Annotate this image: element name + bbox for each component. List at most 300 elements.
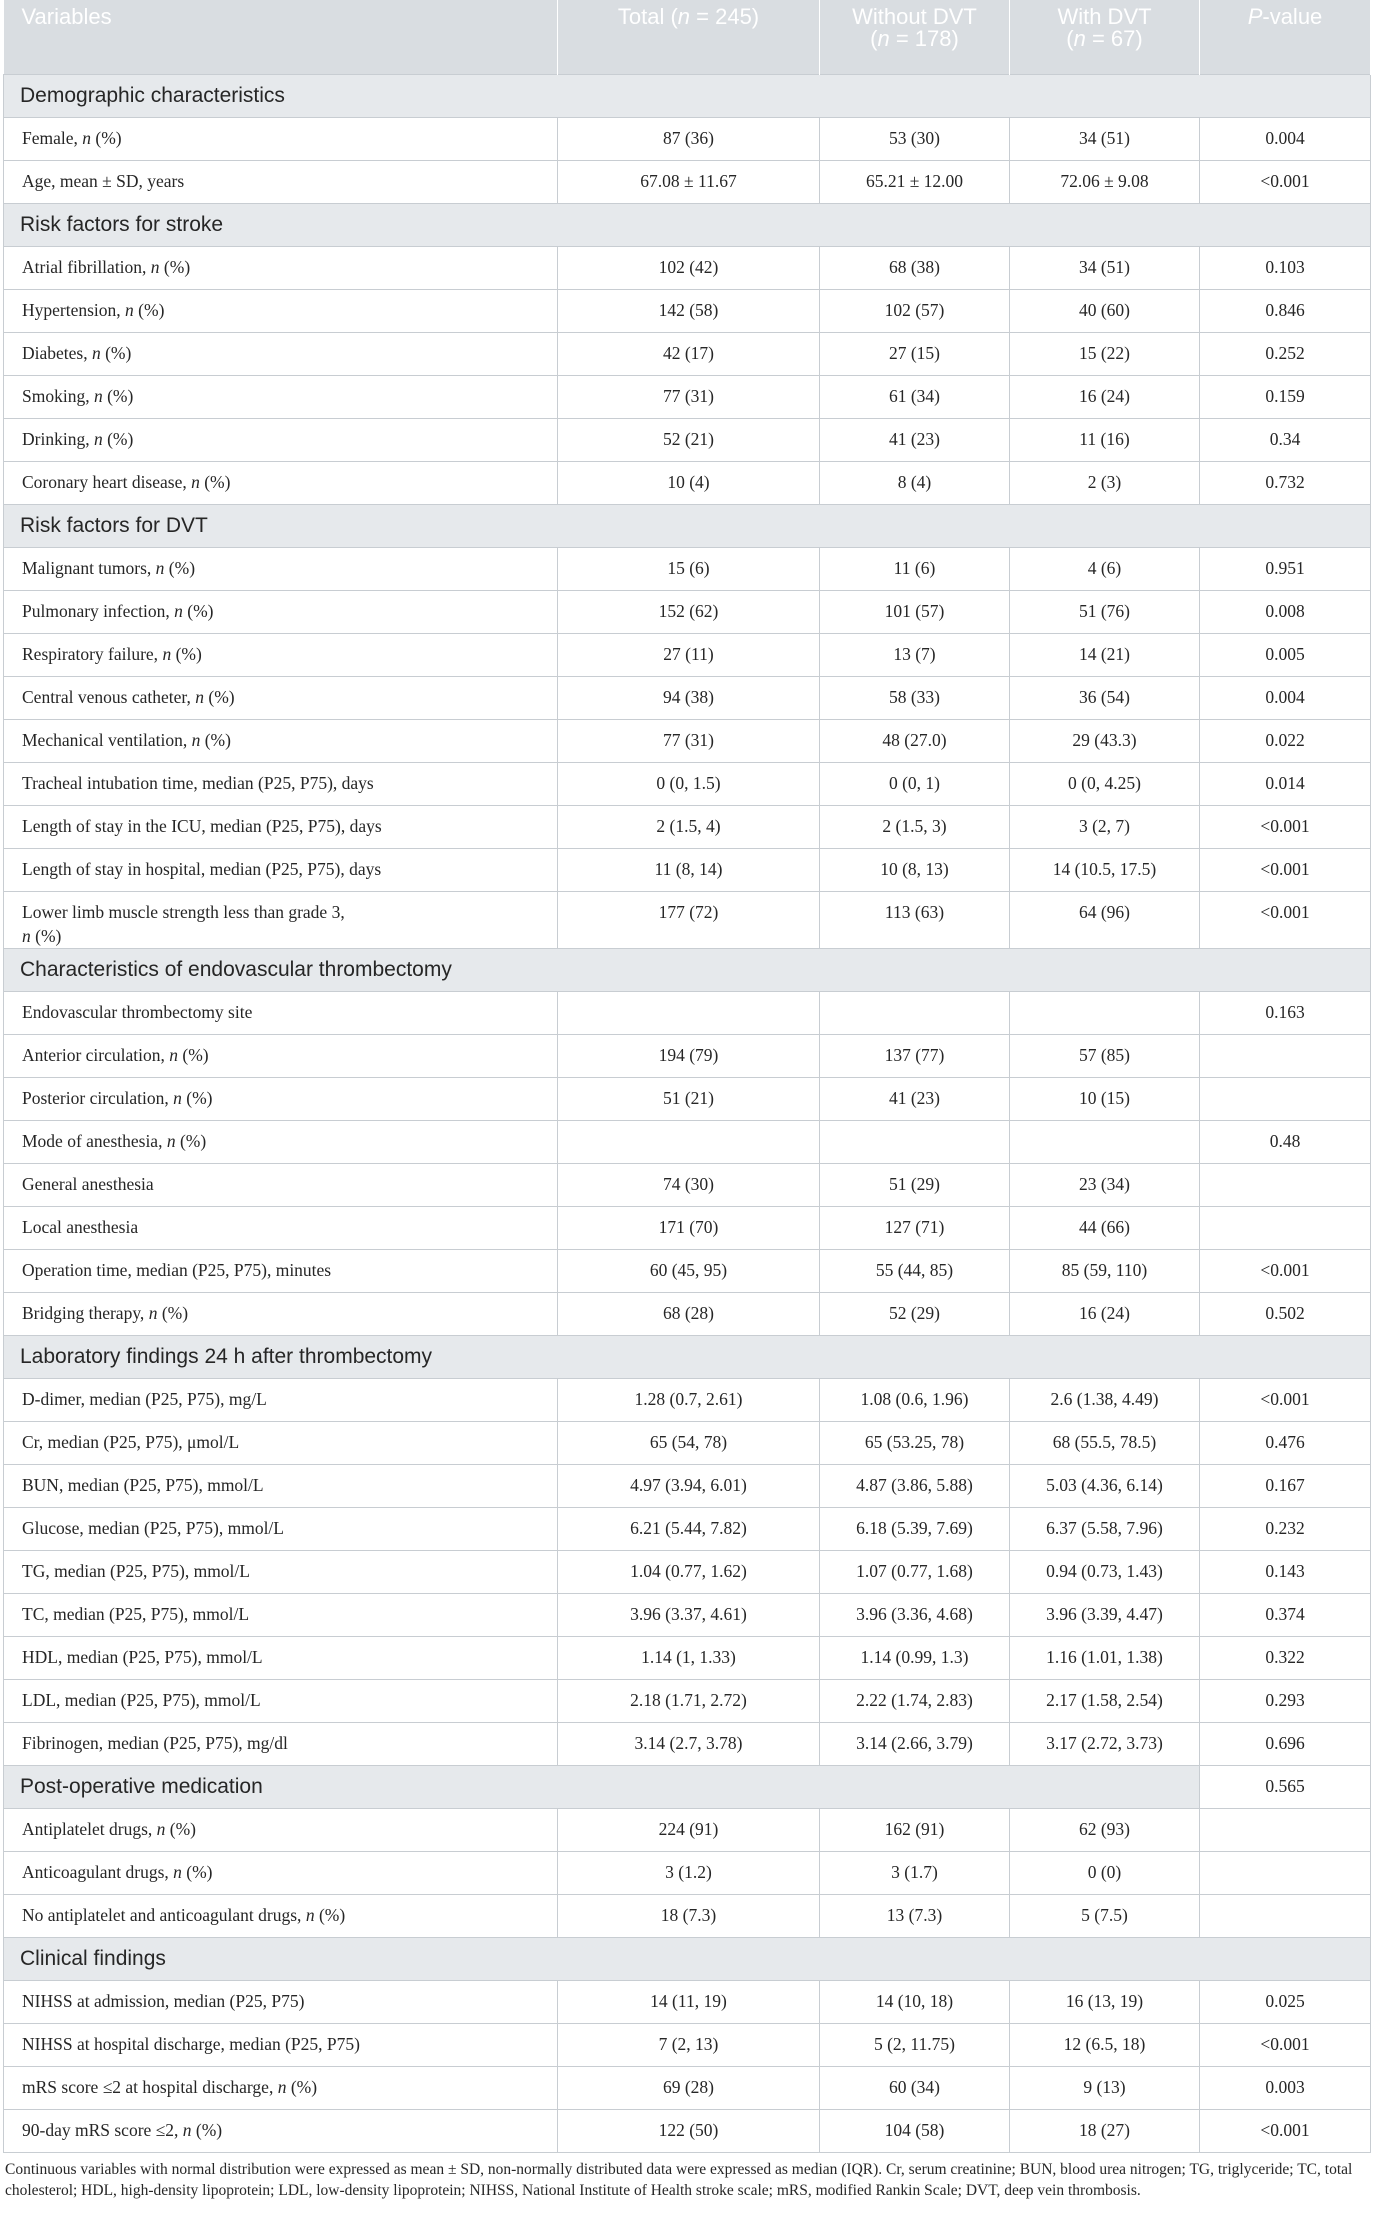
table-row bbox=[4, 1593, 1371, 1636]
with-dvt-cell: 5.03 (4.36, 6.14) bbox=[1010, 1464, 1200, 1507]
p-value-cell: 0.34 bbox=[1200, 418, 1371, 461]
variable-label bbox=[4, 1034, 558, 1077]
table-row bbox=[4, 1292, 1371, 1335]
with-dvt-cell: 16 (24) bbox=[1010, 375, 1200, 418]
total-cell: 69 (28) bbox=[558, 2066, 820, 2109]
p-value-cell: 0.163 bbox=[1200, 991, 1371, 1034]
header-p-value: P-value bbox=[1200, 0, 1371, 74]
total-cell: 142 (58) bbox=[558, 289, 820, 332]
section-title: Post-operative medication bbox=[4, 1765, 1200, 1808]
total-cell: 194 (79) bbox=[558, 1034, 820, 1077]
variable-label-text: Endovascular thrombectomy site bbox=[22, 1002, 253, 1022]
with-dvt-cell: 3.17 (2.72, 3.73) bbox=[1010, 1722, 1200, 1765]
with-dvt-cell: 1.16 (1.01, 1.38) bbox=[1010, 1636, 1200, 1679]
p-value-cell: <0.001 bbox=[1200, 805, 1371, 848]
table-row bbox=[4, 633, 1371, 676]
without-dvt-cell: 13 (7.3) bbox=[820, 1894, 1010, 1937]
with-dvt-cell: 0 (0) bbox=[1010, 1851, 1200, 1894]
variable-label-text: Smoking, n (%) bbox=[22, 386, 134, 406]
variable-label-text: Malignant tumors, n (%) bbox=[22, 558, 196, 578]
table-row bbox=[4, 2066, 1371, 2109]
table-row bbox=[4, 1722, 1371, 1765]
total-cell: 67.08 ± 11.67 bbox=[558, 160, 820, 203]
variable-label bbox=[4, 1120, 558, 1163]
table-row bbox=[4, 1507, 1371, 1550]
variable-label-text: Glucose, median (P25, P75), mmol/L bbox=[22, 1518, 284, 1538]
total-cell: 6.21 (5.44, 7.82) bbox=[558, 1507, 820, 1550]
variable-label bbox=[4, 547, 558, 590]
without-dvt-cell: 55 (44, 85) bbox=[820, 1249, 1010, 1292]
total-cell: 60 (45, 95) bbox=[558, 1249, 820, 1292]
section-title: Characteristics of endovascular thrombectomy bbox=[4, 948, 1371, 991]
variable-label-text-line2: n (%) bbox=[22, 925, 62, 946]
table-row bbox=[4, 1464, 1371, 1507]
table-header bbox=[4, 0, 1371, 74]
without-dvt-cell: 51 (29) bbox=[820, 1163, 1010, 1206]
table-row bbox=[4, 590, 1371, 633]
variable-label-text: Drinking, n (%) bbox=[22, 429, 134, 449]
section-title: Clinical findings bbox=[4, 1937, 1371, 1980]
without-dvt-cell: 3 (1.7) bbox=[820, 1851, 1010, 1894]
with-dvt-cell: 16 (13, 19) bbox=[1010, 1980, 1200, 2023]
total-cell: 18 (7.3) bbox=[558, 1894, 820, 1937]
section-title: Risk factors for DVT bbox=[4, 504, 1371, 547]
p-value-cell: 0.502 bbox=[1200, 1292, 1371, 1335]
total-cell: 152 (62) bbox=[558, 590, 820, 633]
with-dvt-cell: 0 (0, 4.25) bbox=[1010, 762, 1200, 805]
variable-label-text: Female, n (%) bbox=[22, 128, 122, 148]
p-value-cell: 0.696 bbox=[1200, 1722, 1371, 1765]
variable-label-text: General anesthesia bbox=[22, 1174, 154, 1194]
variable-label bbox=[4, 1980, 558, 2023]
without-dvt-cell bbox=[820, 991, 1010, 1034]
section-header-row bbox=[4, 74, 1371, 117]
total-cell: 1.04 (0.77, 1.62) bbox=[558, 1550, 820, 1593]
with-dvt-cell: 14 (10.5, 17.5) bbox=[1010, 848, 1200, 891]
p-value-cell: 0.008 bbox=[1200, 590, 1371, 633]
variable-label bbox=[4, 375, 558, 418]
variable-label-text: Tracheal intubation time, median (P25, P75), days bbox=[22, 773, 374, 793]
with-dvt-cell: 12 (6.5, 18) bbox=[1010, 2023, 1200, 2066]
with-dvt-cell: 3.96 (3.39, 4.47) bbox=[1010, 1593, 1200, 1636]
with-dvt-cell: 2 (3) bbox=[1010, 461, 1200, 504]
without-dvt-cell: 137 (77) bbox=[820, 1034, 1010, 1077]
total-cell: 3.96 (3.37, 4.61) bbox=[558, 1593, 820, 1636]
table-row bbox=[4, 1980, 1371, 2023]
variable-label-text: Local anesthesia bbox=[22, 1217, 139, 1237]
header-with-dvt: With DVT (n = 67) bbox=[1010, 0, 1200, 74]
variable-label bbox=[4, 1421, 558, 1464]
with-dvt-cell: 14 (21) bbox=[1010, 633, 1200, 676]
table-row bbox=[4, 1163, 1371, 1206]
variable-label-text: Hypertension, n (%) bbox=[22, 300, 165, 320]
table-row bbox=[4, 547, 1371, 590]
variable-label-text: Bridging therapy, n (%) bbox=[22, 1303, 189, 1323]
section-header-row bbox=[4, 203, 1371, 246]
table-row bbox=[4, 719, 1371, 762]
section-header-row bbox=[4, 1765, 1371, 1808]
p-value-cell bbox=[1200, 1163, 1371, 1206]
without-dvt-cell: 48 (27.0) bbox=[820, 719, 1010, 762]
variable-label bbox=[4, 2066, 558, 2109]
total-cell: 3.14 (2.7, 3.78) bbox=[558, 1722, 820, 1765]
without-dvt-cell: 65.21 ± 12.00 bbox=[820, 160, 1010, 203]
variable-label bbox=[4, 633, 558, 676]
variable-label-text: HDL, median (P25, P75), mmol/L bbox=[22, 1647, 263, 1667]
with-dvt-cell: 4 (6) bbox=[1010, 547, 1200, 590]
table-row bbox=[4, 1679, 1371, 1722]
variable-label-text: Respiratory failure, n (%) bbox=[22, 644, 202, 664]
variable-label bbox=[4, 1636, 558, 1679]
table-row bbox=[4, 762, 1371, 805]
without-dvt-cell: 3.14 (2.66, 3.79) bbox=[820, 1722, 1010, 1765]
variable-label-text: mRS score ≤2 at hospital discharge, n (%) bbox=[22, 2077, 318, 2097]
with-dvt-cell: 44 (66) bbox=[1010, 1206, 1200, 1249]
with-dvt-cell: 51 (76) bbox=[1010, 590, 1200, 633]
table-row bbox=[4, 848, 1371, 891]
table-row bbox=[4, 1808, 1371, 1851]
variable-label-text: No antiplatelet and anticoagulant drugs, n (%) bbox=[22, 1905, 346, 1925]
without-dvt-cell: 52 (29) bbox=[820, 1292, 1010, 1335]
without-dvt-cell: 5 (2, 11.75) bbox=[820, 2023, 1010, 2066]
table-row bbox=[4, 805, 1371, 848]
variable-label-text: Age, mean ± SD, years bbox=[22, 171, 185, 191]
total-cell bbox=[558, 991, 820, 1034]
variable-label bbox=[4, 1894, 558, 1937]
variable-label-text: Central venous catheter, n (%) bbox=[22, 687, 235, 707]
variable-label bbox=[4, 848, 558, 891]
variable-label-text: Atrial fibrillation, n (%) bbox=[22, 257, 191, 277]
table-row bbox=[4, 1636, 1371, 1679]
p-value-cell: 0.014 bbox=[1200, 762, 1371, 805]
variable-label bbox=[4, 762, 558, 805]
table-row bbox=[4, 1077, 1371, 1120]
total-cell: 2 (1.5, 4) bbox=[558, 805, 820, 848]
table-row bbox=[4, 676, 1371, 719]
with-dvt-cell: 72.06 ± 9.08 bbox=[1010, 160, 1200, 203]
variable-label-text: Cr, median (P25, P75), μmol/L bbox=[22, 1432, 240, 1452]
variable-label bbox=[4, 1507, 558, 1550]
p-value-cell: <0.001 bbox=[1200, 848, 1371, 891]
with-dvt-cell: 2.6 (1.38, 4.49) bbox=[1010, 1378, 1200, 1421]
table-row bbox=[4, 1249, 1371, 1292]
p-value-cell: 0.103 bbox=[1200, 246, 1371, 289]
without-dvt-cell: 58 (33) bbox=[820, 676, 1010, 719]
with-dvt-cell: 29 (43.3) bbox=[1010, 719, 1200, 762]
without-dvt-cell: 2.22 (1.74, 2.83) bbox=[820, 1679, 1010, 1722]
p-value-cell: 0.167 bbox=[1200, 1464, 1371, 1507]
with-dvt-cell: 36 (54) bbox=[1010, 676, 1200, 719]
without-dvt-cell: 1.08 (0.6, 1.96) bbox=[820, 1378, 1010, 1421]
variable-label bbox=[4, 160, 558, 203]
variable-label-text: TG, median (P25, P75), mmol/L bbox=[22, 1561, 250, 1581]
p-value-cell: 0.252 bbox=[1200, 332, 1371, 375]
with-dvt-cell: 6.37 (5.58, 7.96) bbox=[1010, 1507, 1200, 1550]
without-dvt-cell: 53 (30) bbox=[820, 117, 1010, 160]
p-value-cell: <0.001 bbox=[1200, 1378, 1371, 1421]
without-dvt-cell: 101 (57) bbox=[820, 590, 1010, 633]
section-header-row bbox=[4, 1937, 1371, 1980]
p-value-cell: 0.293 bbox=[1200, 1679, 1371, 1722]
total-cell: 1.28 (0.7, 2.61) bbox=[558, 1378, 820, 1421]
without-dvt-cell: 127 (71) bbox=[820, 1206, 1010, 1249]
variable-label-text: D-dimer, median (P25, P75), mg/L bbox=[22, 1389, 267, 1409]
section-header-row bbox=[4, 1335, 1371, 1378]
variable-label bbox=[4, 1808, 558, 1851]
without-dvt-cell: 10 (8, 13) bbox=[820, 848, 1010, 891]
without-dvt-cell: 8 (4) bbox=[820, 461, 1010, 504]
variable-label-text: NIHSS at admission, median (P25, P75) bbox=[22, 1991, 305, 2011]
without-dvt-cell: 162 (91) bbox=[820, 1808, 1010, 1851]
total-cell: 122 (50) bbox=[558, 2109, 820, 2152]
total-cell: 15 (6) bbox=[558, 547, 820, 590]
variable-label-text: TC, median (P25, P75), mmol/L bbox=[22, 1604, 250, 1624]
variable-label-text: Mode of anesthesia, n (%) bbox=[22, 1131, 207, 1151]
table-row bbox=[4, 1421, 1371, 1464]
without-dvt-cell: 41 (23) bbox=[820, 418, 1010, 461]
p-value-cell: <0.001 bbox=[1200, 2109, 1371, 2152]
table-wrapper bbox=[3, 0, 1370, 2201]
variable-label bbox=[4, 719, 558, 762]
p-value-cell: 0.48 bbox=[1200, 1120, 1371, 1163]
section-title: Laboratory findings 24 h after thrombectomy bbox=[4, 1335, 1371, 1378]
variable-label-text: Mechanical ventilation, n (%) bbox=[22, 730, 231, 750]
without-dvt-cell: 41 (23) bbox=[820, 1077, 1010, 1120]
with-dvt-cell: 68 (55.5, 78.5) bbox=[1010, 1421, 1200, 1464]
with-dvt-cell bbox=[1010, 1120, 1200, 1163]
p-value-cell bbox=[1200, 1034, 1371, 1077]
total-cell: 4.97 (3.94, 6.01) bbox=[558, 1464, 820, 1507]
table-row bbox=[4, 1120, 1371, 1163]
p-value-cell: <0.001 bbox=[1200, 160, 1371, 203]
table-row bbox=[4, 418, 1371, 461]
table-row bbox=[4, 160, 1371, 203]
table-row bbox=[4, 461, 1371, 504]
total-cell: 42 (17) bbox=[558, 332, 820, 375]
variable-label bbox=[4, 117, 558, 160]
table-row bbox=[4, 2023, 1371, 2066]
variable-label bbox=[4, 1593, 558, 1636]
without-dvt-cell: 3.96 (3.36, 4.68) bbox=[820, 1593, 1010, 1636]
table-row bbox=[4, 1894, 1371, 1937]
variable-label bbox=[4, 1851, 558, 1894]
p-value-cell: 0.005 bbox=[1200, 633, 1371, 676]
table-row bbox=[4, 289, 1371, 332]
without-dvt-cell: 27 (15) bbox=[820, 332, 1010, 375]
with-dvt-cell: 10 (15) bbox=[1010, 1077, 1200, 1120]
section-header-row bbox=[4, 504, 1371, 547]
with-dvt-cell: 0.94 (0.73, 1.43) bbox=[1010, 1550, 1200, 1593]
total-cell: 7 (2, 13) bbox=[558, 2023, 820, 2066]
total-cell: 3 (1.2) bbox=[558, 1851, 820, 1894]
variable-label bbox=[4, 2023, 558, 2066]
p-value-cell: 0.374 bbox=[1200, 1593, 1371, 1636]
baseline-characteristics-table bbox=[3, 0, 1371, 2153]
variable-label-text: Antiplatelet drugs, n (%) bbox=[22, 1819, 196, 1839]
with-dvt-cell: 15 (22) bbox=[1010, 332, 1200, 375]
p-value-cell: <0.001 bbox=[1200, 1249, 1371, 1292]
variable-label bbox=[4, 461, 558, 504]
header-variables: Variables bbox=[4, 0, 558, 74]
total-cell: 52 (21) bbox=[558, 418, 820, 461]
with-dvt-cell: 9 (13) bbox=[1010, 2066, 1200, 2109]
variable-label-text: Operation time, median (P25, P75), minutes bbox=[22, 1260, 332, 1280]
section-header-row bbox=[4, 948, 1371, 991]
with-dvt-cell: 57 (85) bbox=[1010, 1034, 1200, 1077]
total-cell: 171 (70) bbox=[558, 1206, 820, 1249]
table-row bbox=[4, 1550, 1371, 1593]
variable-label bbox=[4, 2109, 558, 2152]
table-row bbox=[4, 1378, 1371, 1421]
header-without-dvt: Without DVT (n = 178) bbox=[820, 0, 1010, 74]
section-title: Risk factors for stroke bbox=[4, 203, 1371, 246]
p-value-cell: 0.143 bbox=[1200, 1550, 1371, 1593]
with-dvt-cell: 23 (34) bbox=[1010, 1163, 1200, 1206]
without-dvt-cell: 11 (6) bbox=[820, 547, 1010, 590]
without-dvt-cell: 65 (53.25, 78) bbox=[820, 1421, 1010, 1464]
variable-label bbox=[4, 1077, 558, 1120]
without-dvt-cell: 2 (1.5, 3) bbox=[820, 805, 1010, 848]
variable-label-text: 90-day mRS score ≤2, n (%) bbox=[22, 2120, 223, 2140]
variable-label bbox=[4, 1249, 558, 1292]
total-cell: 14 (11, 19) bbox=[558, 1980, 820, 2023]
with-dvt-cell: 3 (2, 7) bbox=[1010, 805, 1200, 848]
table-footnote: Continuous variables with normal distribution were expressed as mean ± SD, non-normally distributed data were expressed as median (IQR). Cr, serum creatinine; BUN, blood urea nitrogen; TG, triglyceride; TC, total cholesterol; HDL, high-density lipoprotein; LDL, low-density lipoprotein; NIHSS, National Institute of Health stroke scale; mRS, modified Rankin Scale; DVT, deep vein thrombosis. bbox=[5, 2160, 1353, 2199]
p-value-cell bbox=[1200, 1894, 1371, 1937]
table-row bbox=[4, 332, 1371, 375]
table-row bbox=[4, 375, 1371, 418]
total-cell: 11 (8, 14) bbox=[558, 848, 820, 891]
p-value-cell: 0.004 bbox=[1200, 676, 1371, 719]
with-dvt-cell: 5 (7.5) bbox=[1010, 1894, 1200, 1937]
p-value-cell bbox=[1200, 1808, 1371, 1851]
variable-label-text: Diabetes, n (%) bbox=[22, 343, 132, 363]
variable-label bbox=[4, 1679, 558, 1722]
p-value-cell: <0.001 bbox=[1200, 2023, 1371, 2066]
total-cell: 2.18 (1.71, 2.72) bbox=[558, 1679, 820, 1722]
table-row bbox=[4, 246, 1371, 289]
without-dvt-cell: 1.07 (0.77, 1.68) bbox=[820, 1550, 1010, 1593]
variable-label-text: Anticoagulant drugs, n (%) bbox=[22, 1862, 213, 1882]
variable-label-text: Pulmonary infection, n (%) bbox=[22, 601, 214, 621]
variable-label bbox=[4, 805, 558, 848]
without-dvt-cell: 0 (0, 1) bbox=[820, 762, 1010, 805]
without-dvt-cell: 104 (58) bbox=[820, 2109, 1010, 2152]
section-title: Demographic characteristics bbox=[4, 74, 1371, 117]
variable-label-text: Length of stay in the ICU, median (P25, P75), days bbox=[22, 816, 382, 836]
with-dvt-cell: 18 (27) bbox=[1010, 2109, 1200, 2152]
total-cell: 65 (54, 78) bbox=[558, 1421, 820, 1464]
p-value-cell bbox=[1200, 1206, 1371, 1249]
table-row bbox=[4, 1034, 1371, 1077]
total-cell: 68 (28) bbox=[558, 1292, 820, 1335]
with-dvt-cell: 2.17 (1.58, 2.54) bbox=[1010, 1679, 1200, 1722]
variable-label-text: Fibrinogen, median (P25, P75), mg/dl bbox=[22, 1733, 288, 1753]
variable-label bbox=[4, 418, 558, 461]
variable-label bbox=[4, 1292, 558, 1335]
total-cell: 10 (4) bbox=[558, 461, 820, 504]
without-dvt-cell: 4.87 (3.86, 5.88) bbox=[820, 1464, 1010, 1507]
table-row bbox=[4, 1206, 1371, 1249]
without-dvt-cell: 13 (7) bbox=[820, 633, 1010, 676]
variable-label-text: Anterior circulation, n (%) bbox=[22, 1045, 209, 1065]
p-value-cell: 0.951 bbox=[1200, 547, 1371, 590]
with-dvt-cell: 62 (93) bbox=[1010, 1808, 1200, 1851]
variable-label-text: Posterior circulation, n (%) bbox=[22, 1088, 213, 1108]
variable-label bbox=[4, 590, 558, 633]
with-dvt-cell: 11 (16) bbox=[1010, 418, 1200, 461]
variable-label bbox=[4, 246, 558, 289]
p-value-cell: 0.025 bbox=[1200, 1980, 1371, 2023]
total-cell: 102 (42) bbox=[558, 246, 820, 289]
variable-label bbox=[4, 991, 558, 1034]
with-dvt-cell: 34 (51) bbox=[1010, 117, 1200, 160]
without-dvt-cell: 61 (34) bbox=[820, 375, 1010, 418]
total-cell: 77 (31) bbox=[558, 375, 820, 418]
without-dvt-cell: 113 (63) bbox=[820, 891, 1010, 948]
variable-label bbox=[4, 332, 558, 375]
total-cell: 51 (21) bbox=[558, 1077, 820, 1120]
header-total: Total (n = 245) bbox=[558, 0, 820, 74]
p-value-cell: 0.565 bbox=[1200, 1765, 1371, 1808]
without-dvt-cell bbox=[820, 1120, 1010, 1163]
with-dvt-cell: 16 (24) bbox=[1010, 1292, 1200, 1335]
p-value-cell bbox=[1200, 1077, 1371, 1120]
variable-label-text: Coronary heart disease, n (%) bbox=[22, 472, 231, 492]
variable-label bbox=[4, 1550, 558, 1593]
table-row bbox=[4, 1851, 1371, 1894]
variable-label-text: LDL, median (P25, P75), mmol/L bbox=[22, 1690, 261, 1710]
table-row bbox=[4, 2109, 1371, 2152]
p-value-cell: <0.001 bbox=[1200, 891, 1371, 948]
table-row bbox=[4, 891, 1371, 948]
total-cell: 77 (31) bbox=[558, 719, 820, 762]
with-dvt-cell: 40 (60) bbox=[1010, 289, 1200, 332]
without-dvt-cell: 6.18 (5.39, 7.69) bbox=[820, 1507, 1010, 1550]
with-dvt-cell bbox=[1010, 991, 1200, 1034]
without-dvt-cell: 1.14 (0.99, 1.3) bbox=[820, 1636, 1010, 1679]
p-value-cell: 0.476 bbox=[1200, 1421, 1371, 1464]
p-value-cell: 0.159 bbox=[1200, 375, 1371, 418]
without-dvt-cell: 60 (34) bbox=[820, 2066, 1010, 2109]
with-dvt-cell: 85 (59, 110) bbox=[1010, 1249, 1200, 1292]
without-dvt-cell: 14 (10, 18) bbox=[820, 1980, 1010, 2023]
variable-label bbox=[4, 1206, 558, 1249]
variable-label-text: BUN, median (P25, P75), mmol/L bbox=[22, 1475, 264, 1495]
p-value-cell bbox=[1200, 1851, 1371, 1894]
table-row bbox=[4, 991, 1371, 1034]
p-value-cell: 0.003 bbox=[1200, 2066, 1371, 2109]
without-dvt-cell: 102 (57) bbox=[820, 289, 1010, 332]
with-dvt-cell: 64 (96) bbox=[1010, 891, 1200, 948]
total-cell: 27 (11) bbox=[558, 633, 820, 676]
total-cell: 94 (38) bbox=[558, 676, 820, 719]
variable-label bbox=[4, 289, 558, 332]
variable-label bbox=[4, 1163, 558, 1206]
total-cell: 177 (72) bbox=[558, 891, 820, 948]
with-dvt-cell: 34 (51) bbox=[1010, 246, 1200, 289]
variable-label bbox=[4, 1464, 558, 1507]
p-value-cell: 0.846 bbox=[1200, 289, 1371, 332]
variable-label bbox=[4, 1722, 558, 1765]
without-dvt-cell: 68 (38) bbox=[820, 246, 1010, 289]
variable-label bbox=[4, 891, 558, 948]
p-value-cell: 0.732 bbox=[1200, 461, 1371, 504]
total-cell: 74 (30) bbox=[558, 1163, 820, 1206]
table-row bbox=[4, 117, 1371, 160]
variable-label bbox=[4, 676, 558, 719]
total-cell: 87 (36) bbox=[558, 117, 820, 160]
